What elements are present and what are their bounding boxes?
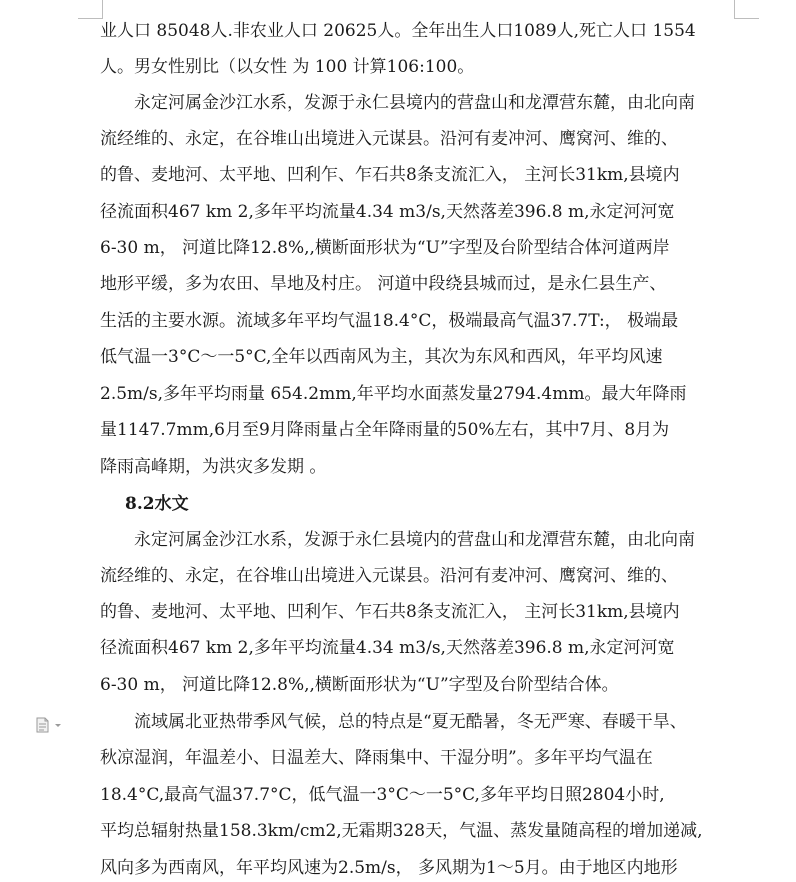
text-line: 永定河属金沙江水系，发源于永仁县境内的营盘山和龙潭营东麓，由北向南 [100, 530, 695, 550]
text-line: 永定河属金沙江水系，发源于永仁县境内的营盘山和龙潭营东麓，由北向南 [100, 93, 695, 113]
text-line: 量1147.7mm,6月至9月降雨量占全年降雨量的50%左右，其中7月、8月为 [100, 420, 670, 440]
page-corner-mark-left [78, 0, 103, 19]
text-line: 流经维的、永定，在谷堆山出境进入元谋县。沿河有麦冲河、鹰窝河、维的、 [100, 566, 678, 586]
text-line: 18.4°C,最高气温37.7°C，低气温一3°C～一5°C,多年平均日照2804小时, [100, 785, 665, 805]
text-line: 秋凉湿润，年温差小、日温差大、降雨集中、干湿分明”。多年平均气温在 [100, 748, 653, 768]
text-line: 6-30 m， 河道比降12.8%,,横断面形状为“U”字型及台阶型结合体。 [100, 675, 619, 695]
text-line: 2.5m/s,多年平均雨量 654.2mm,年平均水面蒸发量2794.4mm。最大年降雨 [100, 384, 687, 404]
text-line: 平均总辐射热量158.3km/cm2,无霜期328天，气温、蒸发量随高程的增加递减, [100, 821, 703, 841]
text-line: 的鲁、麦地河、太平地、凹利乍、乍石共8条支流汇入， 主河长31km,县境内 [100, 165, 680, 185]
document-icon[interactable] [35, 717, 65, 733]
text-line: 降雨高峰期，为洪灾多发期 。 [100, 457, 327, 477]
text-line: 业人口 85048人.非农业人口 20625人。全年出生人口1089人,死亡人口 1554 [100, 21, 696, 41]
text-line: 地形平缓，多为农田、旱地及村庄。 河道中段绕县城而过，是永仁县生产、 [100, 274, 667, 294]
text-line: 的鲁、麦地河、太平地、凹利乍、乍石共8条支流汇入， 主河长31km,县境内 [100, 602, 680, 622]
text-line: 径流面积467 km 2,多年平均流量4.34 m3/s,天然落差396.8 m,永定河河宽 [100, 638, 675, 658]
text-line: 生活的主要水源。流域多年平均气温18.4°C，极端最高气温37.7T:， 极端最 [100, 311, 679, 331]
document-icon [35, 717, 65, 733]
page-corner-mark-right [734, 0, 759, 19]
text-line: 径流面积467 km 2,多年平均流量4.34 m3/s,天然落差396.8 m,永定河河宽 [100, 202, 675, 222]
text-line: 6-30 m， 河道比降12.8%,,横断面形状为“U”字型及台阶型结合体河道两岸 [100, 238, 670, 258]
text-line: 人。男女性别比（以女性 为 100 计算106:100。 [100, 57, 475, 77]
text-line: 低气温一3°C～一5°C,全年以西南风为主，其次为东风和西风，年平均风速 [100, 347, 663, 367]
text-line: 流域属北亚热带季风气候，总的特点是“夏无酷暑，冬无严寒、春暖干旱、 [100, 712, 687, 732]
text-line: 风向多为西南风，年平均风速为2.5m/s， 多风期为1～5月。由于地区内地形 [100, 858, 678, 878]
section-heading: 8.2水文 [125, 494, 189, 514]
text-line: 流经维的、永定，在谷堆山出境进入元谋县。沿河有麦冲河、鹰窝河、维的、 [100, 129, 678, 149]
